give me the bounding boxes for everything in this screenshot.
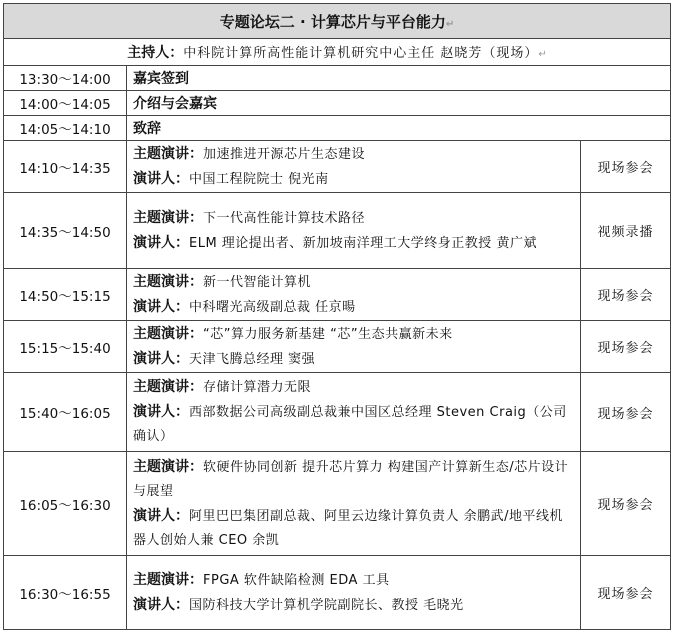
time-cell: 14:00～14:05 bbox=[4, 91, 127, 116]
talk-speaker: 天津飞腾总经理 窦强 bbox=[189, 351, 316, 367]
talk-detail bbox=[127, 193, 581, 269]
talk-speaker: 中国工程院院士 倪光南 bbox=[189, 171, 329, 187]
topic-label: 主题演讲： bbox=[133, 209, 203, 226]
time-cell: 16:30～16:55 bbox=[4, 556, 127, 630]
talk-detail bbox=[127, 556, 581, 630]
time-cell: 16:05～16:30 bbox=[4, 452, 127, 556]
time-cell: 14:05～14:10 bbox=[4, 116, 127, 141]
talk-topic: 加速推进开源芯片生态建设 bbox=[203, 146, 366, 162]
talk-detail bbox=[127, 141, 581, 193]
schedule-row bbox=[4, 91, 671, 116]
topic-label: 主题演讲： bbox=[133, 145, 203, 162]
talk-topic: 软硬件协同创新 提升芯片算力 构建国产计算新生态/芯片设计与展望 bbox=[133, 459, 569, 499]
topic-label: 主题演讲： bbox=[133, 379, 203, 395]
time-cell: 14:50～15:15 bbox=[4, 269, 127, 321]
talk-topic: 下一代高性能计算技术路径 bbox=[203, 210, 366, 226]
talk-topic: “芯”算力服务新基建 “芯”生态共赢新未来 bbox=[203, 326, 453, 342]
speaker-label: 演讲人： bbox=[133, 170, 189, 187]
session-text: 致辞 bbox=[127, 116, 671, 141]
talk-speaker: ELM 理论提出者、新加坡南洋理工大学终身正教授 黄广斌 bbox=[189, 235, 537, 251]
attendance-mode: 现场参会 bbox=[581, 141, 671, 193]
topic-label: 主题演讲： bbox=[133, 571, 203, 588]
attendance-mode: 现场参会 bbox=[581, 452, 671, 556]
time-cell: 15:40～16:05 bbox=[4, 373, 127, 452]
schedule-row bbox=[4, 66, 671, 91]
speaker-label: 演讲人： bbox=[133, 596, 189, 613]
talk-speaker: 国防科技大学计算机学院副院长、教授 毛晓光 bbox=[189, 597, 464, 613]
talk-speaker: 西部数据公司高级副总裁兼中国区总经理 Steven Craig（公司确认） bbox=[133, 405, 567, 444]
attendance-mode: 现场参会 bbox=[581, 321, 671, 373]
speaker-label: 演讲人： bbox=[133, 507, 189, 524]
attendance-mode: 现场参会 bbox=[581, 269, 671, 321]
talk-detail bbox=[127, 373, 581, 452]
session-text: 嘉宾签到 bbox=[127, 66, 671, 91]
time-cell: 15:15～15:40 bbox=[4, 321, 127, 373]
talk-speaker: 中科曙光高级副总裁 任京暘 bbox=[189, 299, 356, 315]
session-text: 介绍与会嘉宾 bbox=[127, 91, 671, 116]
time-cell: 14:35～14:50 bbox=[4, 193, 127, 269]
speaker-label: 演讲人： bbox=[133, 234, 189, 251]
talk-row bbox=[4, 269, 671, 321]
host-row bbox=[4, 39, 671, 66]
talk-detail bbox=[127, 452, 581, 556]
talk-row bbox=[4, 141, 671, 193]
speaker-label: 演讲人： bbox=[133, 350, 189, 367]
attendance-mode: 现场参会 bbox=[581, 556, 671, 630]
talk-detail bbox=[127, 321, 581, 373]
talk-row bbox=[4, 373, 671, 452]
talk-speaker: 阿里巴巴集团副总裁、阿里云边缘计算负责人 余鹏武/地平线机器人创始人兼 CEO 余凯 bbox=[133, 508, 564, 548]
talk-row bbox=[4, 452, 671, 556]
attendance-mode: 现场参会 bbox=[581, 373, 671, 452]
host-label: 主持人： bbox=[127, 45, 184, 61]
schedule-row bbox=[4, 116, 671, 141]
speaker-label: 演讲人： bbox=[133, 298, 189, 315]
talk-row bbox=[4, 193, 671, 269]
title-row bbox=[4, 4, 671, 39]
forum-title: 专题论坛二 · 计算芯片与平台能力↵ bbox=[4, 4, 671, 39]
topic-label: 主题演讲： bbox=[133, 458, 203, 475]
time-cell: 14:10～14:35 bbox=[4, 141, 127, 193]
agenda-table bbox=[3, 3, 671, 630]
time-cell: 13:30～14:00 bbox=[4, 66, 127, 91]
topic-label: 主题演讲： bbox=[133, 273, 203, 290]
host-name: 中科院计算所高性能计算机研究中心主任 赵晓芳（现场） bbox=[183, 46, 539, 61]
attendance-mode: 视频录播 bbox=[581, 193, 671, 269]
talk-row bbox=[4, 321, 671, 373]
talk-detail bbox=[127, 269, 581, 321]
speaker-label: 演讲人： bbox=[133, 404, 189, 420]
talk-row bbox=[4, 556, 671, 630]
talk-topic: 存储计算潜力无限 bbox=[203, 380, 312, 395]
host-cell: 主持人：中科院计算所高性能计算机研究中心主任 赵晓芳（现场）↵ bbox=[4, 39, 671, 66]
talk-topic: FPGA 软件缺陷检测 EDA 工具 bbox=[203, 572, 390, 588]
talk-topic: 新一代智能计算机 bbox=[203, 274, 312, 290]
topic-label: 主题演讲： bbox=[133, 325, 203, 342]
